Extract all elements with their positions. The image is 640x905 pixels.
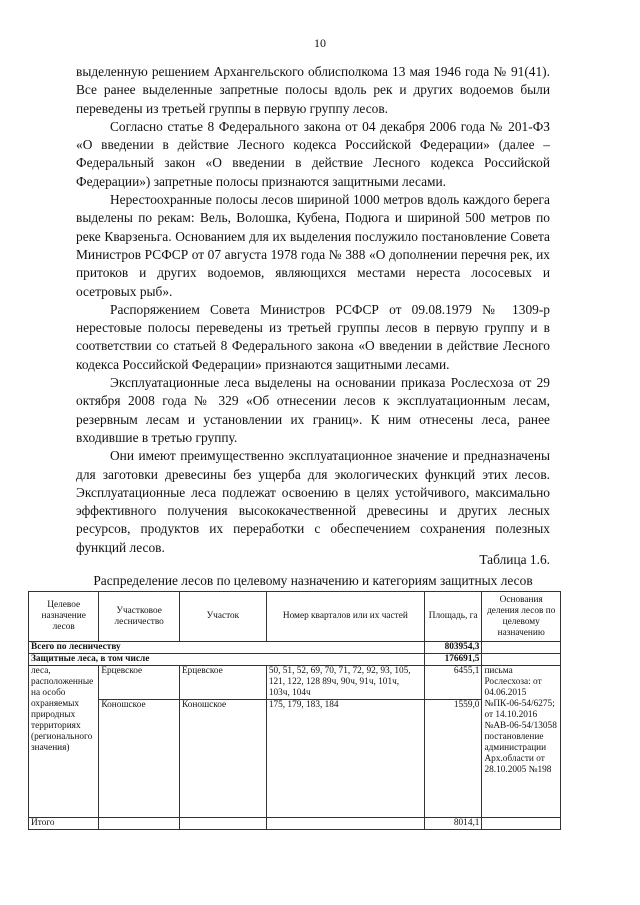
empty-cell bbox=[482, 654, 561, 666]
header-cell: Участок bbox=[179, 592, 266, 642]
district-cell: Ерцевское bbox=[99, 666, 180, 700]
header-cell: Номер кварталов или их частей bbox=[266, 592, 424, 642]
table-caption: Таблица 1.6. bbox=[479, 552, 550, 567]
table-row bbox=[29, 666, 561, 700]
paragraph: Распоряжением Совета Министров РСФСР от 09.08.1979 № 1309-р нерестовые полосы переведены из третьей группы лесов в первую группу и в соответствии со статьей 8 Федерального закона «О введении в действие Лесного кодекса Российской Федерации» признаются защитными лесами. bbox=[76, 301, 550, 372]
empty-cell bbox=[179, 818, 266, 830]
protective-area: 176691,5 bbox=[424, 654, 482, 666]
header-cell: Основания деления лесов по целевому назначению bbox=[482, 592, 561, 642]
protective-label: Защитные леса, в том числе bbox=[29, 654, 425, 666]
empty-cell bbox=[99, 818, 180, 830]
paragraph: Эксплуатационные леса выделены на основании приказа Рослесхоза от 29 октября 2008 года № 329 «Об отнесении лесов к эксплуатационным лесам, резервным лесам и установлении их границ». К ним отнесены леса, ранее входившие в третью группу. bbox=[76, 375, 550, 445]
paragraph: Нерестоохранные полосы лесов шириной 1000 метров вдоль каждого берега выделены по рекам: Вель, Волошка, Кубена, Подюга и шириной 500 метров по реке Кварзеньга. Основанием для их выделения послужило постановление Совета Министров РСФСР от 07 августа 1978 года № 388 «О дополнении перечня рек, их притоков и других водоемов, являющихся местами нереста лососевых и осетровых рыб». bbox=[76, 192, 550, 299]
paragraph: выделенную решением Архангельского облисполкома 13 мая 1946 года № 91(41). Все ранее выделенные запретные полосы вдоль рек и других водоемов были переведены из третьей группы в первую группу лесов. bbox=[76, 64, 550, 116]
area-cell: 6455,1 bbox=[424, 666, 482, 700]
category-cell: леса, расположенные на особо охраняемых природных территориях (регионального значения) bbox=[29, 666, 99, 818]
plot-cell: Коношское bbox=[179, 700, 266, 818]
body-text bbox=[76, 63, 550, 557]
table-title: Распределение лесов по целевому назначению и категориям защитных лесов bbox=[93, 573, 533, 588]
table-row bbox=[29, 642, 561, 654]
empty-cell bbox=[266, 818, 424, 830]
total-label: Всего по лесничеству bbox=[29, 642, 425, 654]
table-row bbox=[29, 818, 561, 830]
table-row bbox=[29, 654, 561, 666]
header-cell: Участковое лесничество bbox=[99, 592, 180, 642]
basis-cell: письма Рослесхоза: от 04.06.2015 №ПК-06-54/6275; от 14.10.2016 №АВ-06-54/13058 постановление администрации Арх.области от 28.10.2005 №198 bbox=[482, 666, 561, 818]
forest-distribution-table bbox=[28, 591, 561, 830]
empty-cell bbox=[482, 642, 561, 654]
table-row bbox=[29, 700, 561, 818]
empty-cell bbox=[482, 818, 561, 830]
page-number: 10 bbox=[314, 36, 326, 50]
district-cell: Коношское bbox=[99, 700, 180, 818]
quarters-cell: 50, 51, 52, 69, 70, 71, 72, 92, 93, 105, 121, 122, 128 89ч, 90ч, 91ч, 101ч, 103ч, 104ч bbox=[266, 666, 424, 700]
itogo-area: 8014,1 bbox=[424, 818, 482, 830]
paragraph: Согласно статье 8 Федерального закона от 04 декабря 2006 года № 201-ФЗ «О введении в действие Лесного кодекса Российской Федерации» (далее – Федеральный закон «О введении в действие Лесного кодекса Российской Федерации») запретные полосы признаются защитными лесами. bbox=[76, 118, 550, 189]
header-cell: Площадь, га bbox=[424, 592, 482, 642]
plot-cell: Ерцевское bbox=[179, 666, 266, 700]
paragraph: Они имеют преимущественно эксплуатационное значение и предназначены для заготовки древесины без ущерба для экологических функций этих лесов. Эксплуатационные леса подлежат освоению в целях устойчивого, максимально эффективного получения высококачественной древесины и других лесных ресурсов, продуктов их переработки с обеспечением сохранения полезных функций лесов. bbox=[76, 448, 550, 555]
itogo-label: Итого bbox=[29, 818, 99, 830]
total-area: 803954,3 bbox=[424, 642, 482, 654]
quarters-cell: 175, 179, 183, 184 bbox=[266, 700, 424, 818]
header-cell: Целевое назначение лесов bbox=[29, 592, 99, 642]
table-header-row bbox=[29, 592, 561, 642]
area-cell: 1559,0 bbox=[424, 700, 482, 818]
